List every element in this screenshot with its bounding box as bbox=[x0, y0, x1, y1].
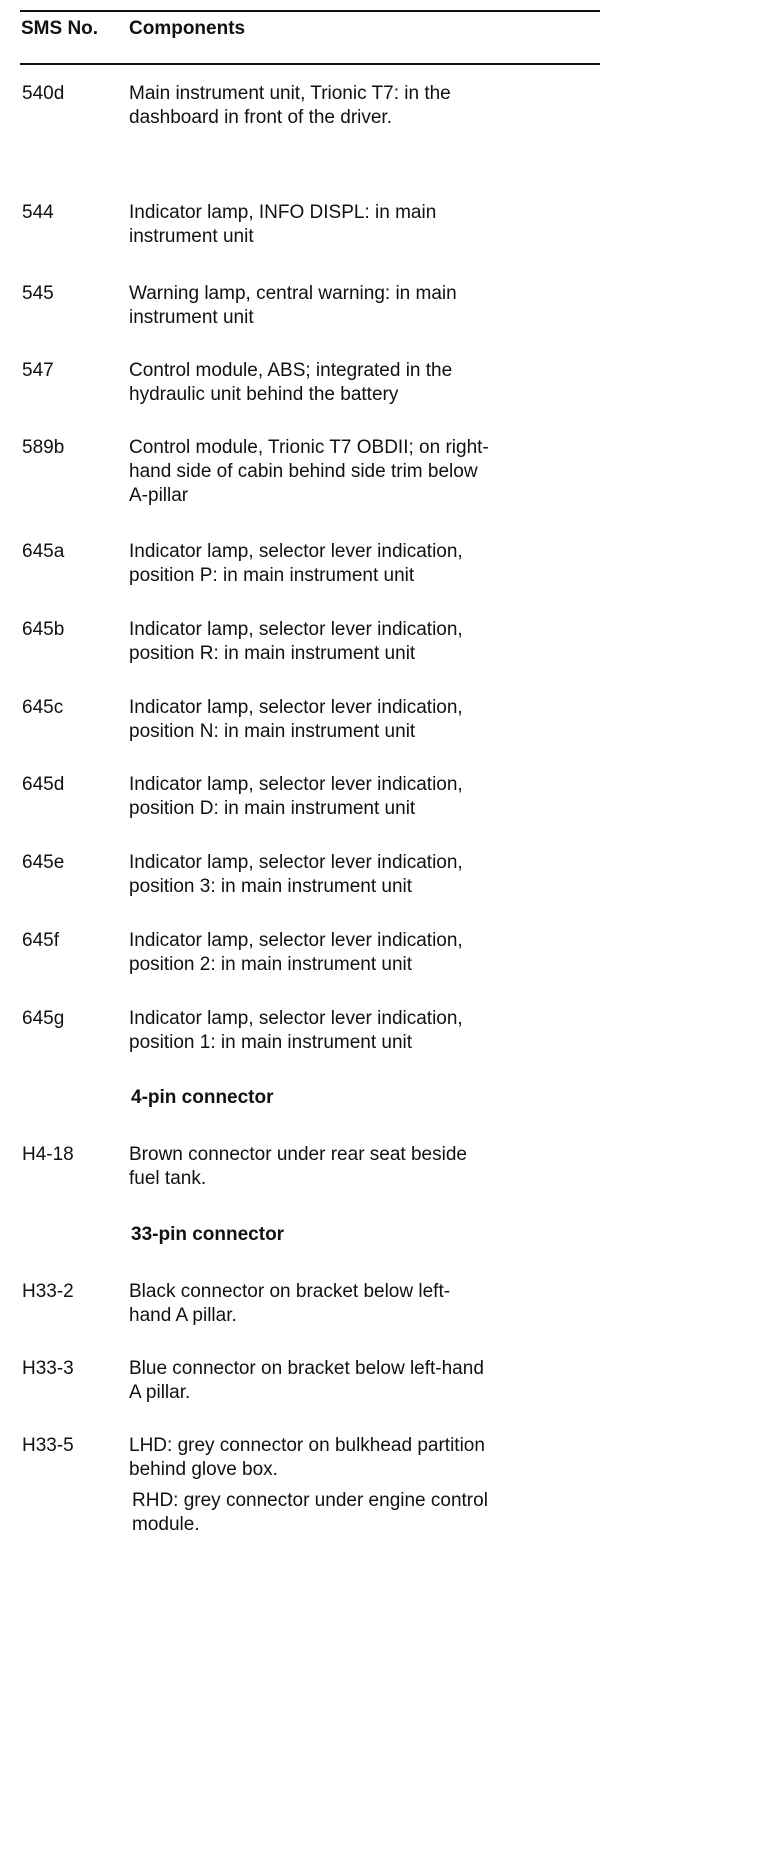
description-line: dashboard in front of the driver. bbox=[129, 107, 392, 128]
description-line: position 3: in main instrument unit bbox=[129, 876, 413, 897]
description-line: Indicator lamp, selector lever indication, bbox=[129, 697, 463, 718]
sms-code: H33-5 bbox=[22, 1435, 74, 1456]
sms-code: H4-18 bbox=[22, 1144, 74, 1165]
description-line: position P: in main instrument unit bbox=[129, 565, 415, 586]
components-header: Components bbox=[129, 18, 246, 39]
description-line: position N: in main instrument unit bbox=[129, 721, 416, 742]
description-line: Indicator lamp, selector lever indication, bbox=[129, 619, 463, 640]
sms-code: 544 bbox=[22, 202, 54, 223]
description-line: A pillar. bbox=[129, 1382, 191, 1403]
sms-code: H33-2 bbox=[22, 1281, 74, 1302]
sms-code: 645e bbox=[22, 852, 65, 873]
description-line: instrument unit bbox=[129, 226, 254, 247]
component-description bbox=[129, 540, 559, 588]
component-description bbox=[129, 1280, 559, 1328]
description-line: Indicator lamp, selector lever indication, bbox=[129, 541, 463, 562]
component-description bbox=[129, 82, 559, 130]
note-line: module. bbox=[132, 1514, 200, 1535]
component-description bbox=[129, 851, 559, 899]
component-description bbox=[129, 618, 559, 666]
component-description bbox=[129, 436, 559, 508]
section-heading-33pin: 33-pin connector bbox=[131, 1224, 285, 1245]
description-line: hand A pillar. bbox=[129, 1305, 237, 1326]
sms-code: 645b bbox=[22, 619, 65, 640]
description-line: Indicator lamp, INFO DISPL: in main bbox=[129, 202, 437, 223]
note-line: RHD: grey connector under engine control bbox=[132, 1490, 488, 1511]
description-line: position 2: in main instrument unit bbox=[129, 954, 413, 975]
component-description bbox=[129, 1007, 559, 1055]
description-line: Main instrument unit, Trionic T7: in the bbox=[129, 83, 451, 104]
sms-code: 547 bbox=[22, 360, 54, 381]
sms-code: 645c bbox=[22, 697, 64, 718]
component-description bbox=[129, 696, 559, 744]
description-line: Control module, Trionic T7 OBDII; on right- bbox=[129, 437, 489, 458]
component-description bbox=[129, 1357, 559, 1405]
rhd-note bbox=[132, 1489, 488, 1537]
sms-code: H33-3 bbox=[22, 1358, 74, 1379]
component-description bbox=[129, 1434, 559, 1482]
sms-code: 540d bbox=[22, 83, 65, 104]
component-description bbox=[129, 359, 559, 407]
sms-code: 589b bbox=[22, 437, 65, 458]
description-line: fuel tank. bbox=[129, 1168, 207, 1189]
description-line: hydraulic unit behind the battery bbox=[129, 384, 399, 405]
description-line: behind glove box. bbox=[129, 1459, 278, 1480]
component-description bbox=[129, 282, 559, 330]
description-line: Brown connector under rear seat beside bbox=[129, 1144, 467, 1165]
description-line: Indicator lamp, selector lever indication, bbox=[129, 852, 463, 873]
description-line: hand side of cabin behind side trim below bbox=[129, 461, 478, 482]
description-line: Indicator lamp, selector lever indication, bbox=[129, 1008, 463, 1029]
description-line: LHD: grey connector on bulkhead partition bbox=[129, 1435, 485, 1456]
top-rule bbox=[20, 10, 600, 12]
sms-code: 645g bbox=[22, 1008, 65, 1029]
description-line: Blue connector on bracket below left-hand bbox=[129, 1358, 484, 1379]
sms-code: 645f bbox=[22, 930, 59, 951]
sms-code: 645a bbox=[22, 541, 65, 562]
component-description bbox=[129, 773, 559, 821]
description-line: position R: in main instrument unit bbox=[129, 643, 416, 664]
component-description bbox=[129, 929, 559, 977]
header-rule bbox=[20, 63, 600, 65]
description-line: Black connector on bracket below left- bbox=[129, 1281, 451, 1302]
sms-no-header: SMS No. bbox=[21, 18, 99, 39]
description-line: position 1: in main instrument unit bbox=[129, 1032, 413, 1053]
description-line: instrument unit bbox=[129, 307, 254, 328]
component-description bbox=[129, 1143, 559, 1191]
description-line: position D: in main instrument unit bbox=[129, 798, 416, 819]
sms-code: 645d bbox=[22, 774, 65, 795]
description-line: Indicator lamp, selector lever indication, bbox=[129, 930, 463, 951]
sms-code: 545 bbox=[22, 283, 54, 304]
component-description bbox=[129, 201, 559, 249]
description-line: Control module, ABS; integrated in the bbox=[129, 360, 453, 381]
description-line: Indicator lamp, selector lever indication, bbox=[129, 774, 463, 795]
section-heading-4pin: 4-pin connector bbox=[131, 1087, 274, 1108]
description-line: Warning lamp, central warning: in main bbox=[129, 283, 457, 304]
description-line: A-pillar bbox=[129, 485, 189, 506]
